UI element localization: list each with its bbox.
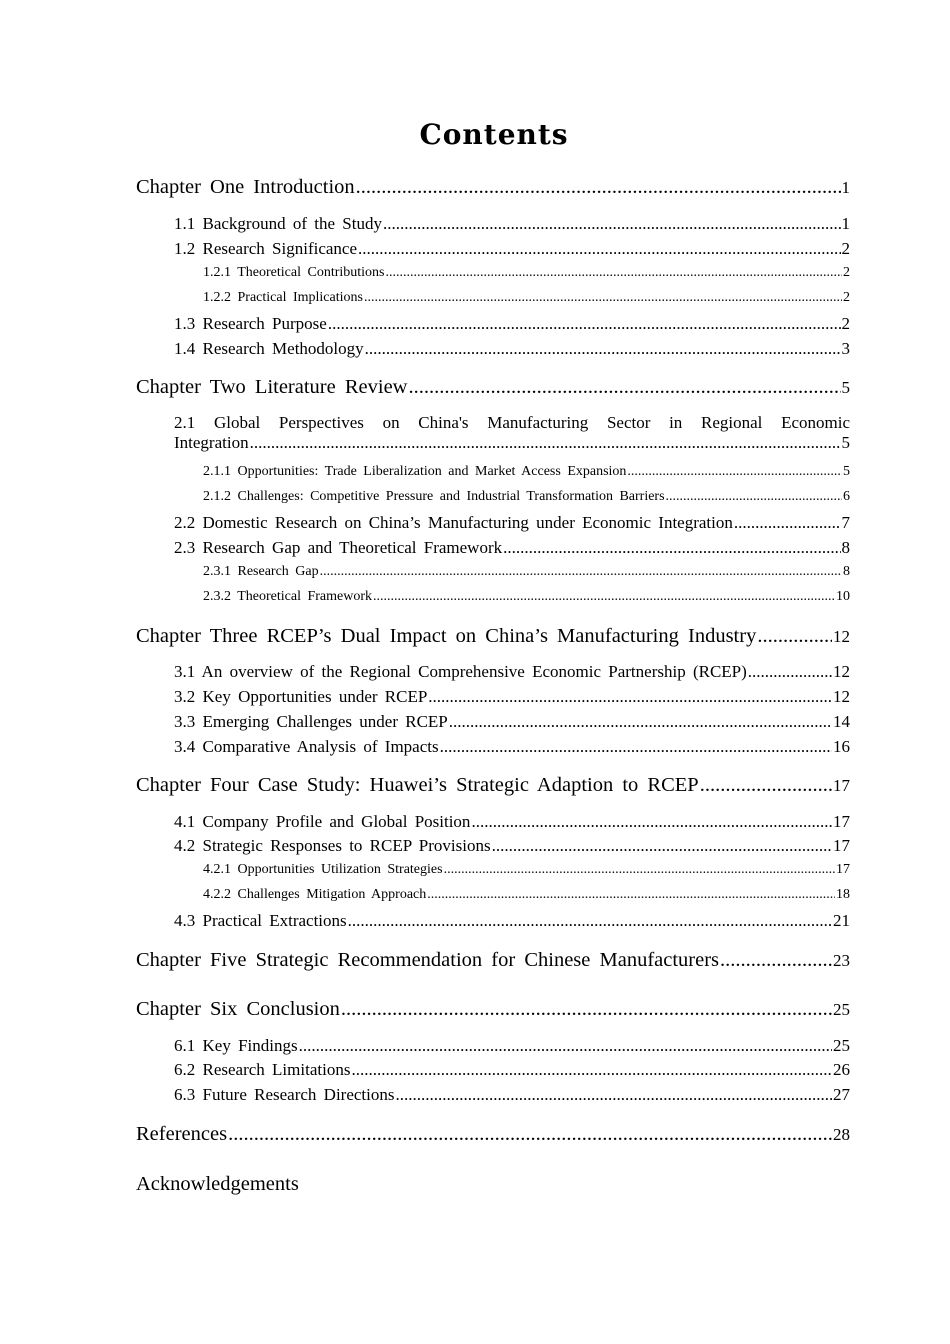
toc-page-number: 21 <box>833 911 850 930</box>
toc-page-number: 12 <box>833 662 850 681</box>
dot-leader <box>503 538 840 558</box>
toc-entry-label: 3.1 An overview of the Regional Comprehensive Economic Partnership (RCEP) <box>174 662 747 681</box>
toc-entry[interactable] <box>136 624 850 649</box>
toc-page-number: 1 <box>841 178 850 197</box>
toc-page-number: 17 <box>833 776 850 795</box>
toc-page-number: 27 <box>833 1085 850 1104</box>
toc-page-number: 23 <box>833 951 850 970</box>
dot-leader <box>408 375 840 400</box>
toc-entry-label: References <box>136 1123 228 1145</box>
toc-page-number: 25 <box>833 1000 850 1019</box>
toc-entry-label: 4.2.2 Challenges Mitigation Approach <box>203 887 427 902</box>
toc-page-number: 2 <box>841 239 850 258</box>
toc-page-number: 8 <box>841 538 850 557</box>
toc-entry[interactable] <box>174 239 850 259</box>
toc-entry-label: 6.3 Future Research Directions <box>174 1085 395 1104</box>
toc-entry[interactable] <box>174 1085 850 1105</box>
toc-entry-label: 4.2 Strategic Responses to RCEP Provisions <box>174 836 491 855</box>
toc-entry[interactable] <box>174 812 850 832</box>
dot-leader <box>720 948 832 973</box>
dot-leader <box>299 1036 832 1056</box>
toc-entry-label: Chapter Two Literature Review <box>136 376 408 398</box>
toc-entry[interactable] <box>174 911 850 931</box>
toc-entry-label: 2.3.1 Research Gap <box>203 564 319 579</box>
toc-entry[interactable] <box>136 773 850 798</box>
toc-entry[interactable] <box>174 836 850 856</box>
toc-entry[interactable] <box>136 375 850 400</box>
dot-leader <box>373 589 835 606</box>
dot-leader <box>383 214 841 234</box>
toc-page-number: 12 <box>833 627 850 646</box>
toc-entry[interactable] <box>174 513 850 533</box>
toc-entry-label: 3.2 Key Opportunities under RCEP <box>174 687 428 706</box>
toc-page-number: 16 <box>833 737 850 756</box>
toc-page-number: 18 <box>836 887 850 902</box>
toc-entry[interactable] <box>174 339 850 359</box>
toc-page-number: 8 <box>843 564 850 579</box>
toc-entry[interactable] <box>203 290 850 307</box>
dot-leader <box>428 687 832 707</box>
toc-entry[interactable] <box>174 662 850 682</box>
toc-entry-label: 2.1.1 Opportunities: Trade Liberalization and Market Access Expansion <box>203 464 627 479</box>
toc-entry-label: Chapter One Introduction <box>136 176 355 198</box>
dot-leader <box>444 862 835 879</box>
toc-entry-label-cont: Integration <box>174 433 249 453</box>
toc-page-number: 3 <box>841 339 850 358</box>
toc-entry[interactable] <box>174 737 850 757</box>
toc-entry[interactable] <box>174 712 850 732</box>
toc-page-number: 5 <box>841 378 850 397</box>
toc-entry-label: 2.1.2 Challenges: Competitive Pressure and Industrial Transformation Barriers <box>203 489 665 504</box>
toc-entry[interactable] <box>174 687 850 707</box>
dot-leader <box>364 290 842 307</box>
dot-leader <box>351 1060 832 1080</box>
toc-entry[interactable] <box>136 948 850 973</box>
toc-entry-label: 2.3.2 Theoretical Framework <box>203 589 373 604</box>
dot-leader <box>341 997 832 1022</box>
toc-page-number: 2 <box>843 290 850 305</box>
toc-entry[interactable] <box>203 265 850 282</box>
toc-page-number: 5 <box>843 464 850 479</box>
toc-entry[interactable] <box>174 1060 850 1080</box>
toc-page-number: 1 <box>841 214 850 233</box>
toc-entry-label: 1.2.1 Theoretical Contributions <box>203 265 385 280</box>
dot-leader <box>449 712 832 732</box>
page-title: Contents <box>419 118 569 151</box>
toc-entry-label: 1.3 Research Purpose <box>174 314 327 333</box>
dot-leader <box>356 175 841 200</box>
toc-entry[interactable] <box>174 413 850 454</box>
toc-entry-label: 4.1 Company Profile and Global Position <box>174 812 471 831</box>
toc-entry[interactable] <box>203 489 850 506</box>
toc-entry-label: Chapter Five Strategic Recommendation for Chinese Manufacturers <box>136 949 720 971</box>
toc-entry-label: 1.2.2 Practical Implications <box>203 290 363 305</box>
toc-entry[interactable] <box>136 1172 850 1197</box>
toc-entry[interactable] <box>174 538 850 558</box>
dot-leader <box>328 314 841 334</box>
toc-entry[interactable] <box>203 564 850 581</box>
toc-page-number: 6 <box>843 489 850 504</box>
dot-leader <box>228 1122 832 1147</box>
toc-entry-label: Chapter Three RCEP’s Dual Impact on China’s Manufacturing Industry <box>136 625 757 647</box>
dot-leader <box>250 433 841 453</box>
toc-entry-label: Acknowledgements <box>136 1173 299 1195</box>
toc-page-number: 7 <box>841 513 850 532</box>
toc-entry[interactable] <box>174 214 850 234</box>
dot-leader <box>627 464 842 481</box>
toc-page-number: 5 <box>841 433 850 453</box>
toc-page-number: 10 <box>836 589 850 604</box>
toc-page-number: 2 <box>843 265 850 280</box>
toc-page-number: 17 <box>836 862 850 877</box>
toc-page-number: 12 <box>833 687 850 706</box>
dot-leader <box>471 812 832 832</box>
toc-entry[interactable] <box>136 997 850 1022</box>
dot-leader <box>757 624 832 649</box>
toc-entry-label: 3.4 Comparative Analysis of Impacts <box>174 737 439 756</box>
dot-leader <box>734 513 841 533</box>
dot-leader <box>700 773 832 798</box>
toc-entry[interactable] <box>174 1036 850 1056</box>
dot-leader <box>348 911 832 931</box>
toc-entry[interactable] <box>203 464 850 481</box>
toc-entry-label: Chapter Six Conclusion <box>136 998 340 1020</box>
dot-leader <box>666 489 842 506</box>
toc-entry-label: 2.3 Research Gap and Theoretical Framework <box>174 538 503 557</box>
dot-leader <box>358 239 840 259</box>
toc-page-number: 14 <box>833 712 850 731</box>
toc-entry-label: Chapter Four Case Study: Huawei’s Strategic Adaption to RCEP <box>136 774 699 796</box>
toc-entry-label: 4.2.1 Opportunities Utilization Strategies <box>203 862 443 877</box>
toc-page-number: 28 <box>833 1125 850 1144</box>
toc-entry-label: 1.4 Research Methodology <box>174 339 364 358</box>
toc-entry-label: 4.3 Practical Extractions <box>174 911 347 930</box>
toc-entry-label: 6.1 Key Findings <box>174 1036 298 1055</box>
dot-leader <box>492 836 832 856</box>
toc-entry-label: 1.2 Research Significance <box>174 239 358 258</box>
toc-page-number: 25 <box>833 1036 850 1055</box>
toc-page-number: 17 <box>833 836 850 855</box>
toc-entry[interactable] <box>203 862 850 879</box>
toc-entry[interactable] <box>136 1122 850 1147</box>
toc-entry-label: 6.2 Research Limitations <box>174 1060 351 1079</box>
dot-leader <box>386 265 843 282</box>
toc-entry[interactable] <box>203 589 850 606</box>
dot-leader <box>320 564 842 581</box>
dot-leader <box>396 1085 833 1105</box>
toc-page-number: 26 <box>833 1060 850 1079</box>
dot-leader <box>440 737 832 757</box>
toc-entry-label: 2.2 Domestic Research on China’s Manufacturing under Economic Integration <box>174 513 733 532</box>
toc-entry[interactable] <box>203 887 850 904</box>
toc-entry[interactable] <box>136 175 850 200</box>
toc-entry-label: 1.1 Background of the Study <box>174 214 382 233</box>
dot-leader <box>427 887 835 904</box>
toc-entry[interactable] <box>174 314 850 334</box>
toc-page-number: 17 <box>833 812 850 831</box>
toc-entry-label: 3.3 Emerging Challenges under RCEP <box>174 712 448 731</box>
toc-entry-label: 2.1 Global Perspectives on China's Manufacturing Sector in Regional Economic <box>174 413 850 432</box>
dot-leader <box>365 339 841 359</box>
toc-page-number: 2 <box>841 314 850 333</box>
dot-leader <box>748 662 832 682</box>
